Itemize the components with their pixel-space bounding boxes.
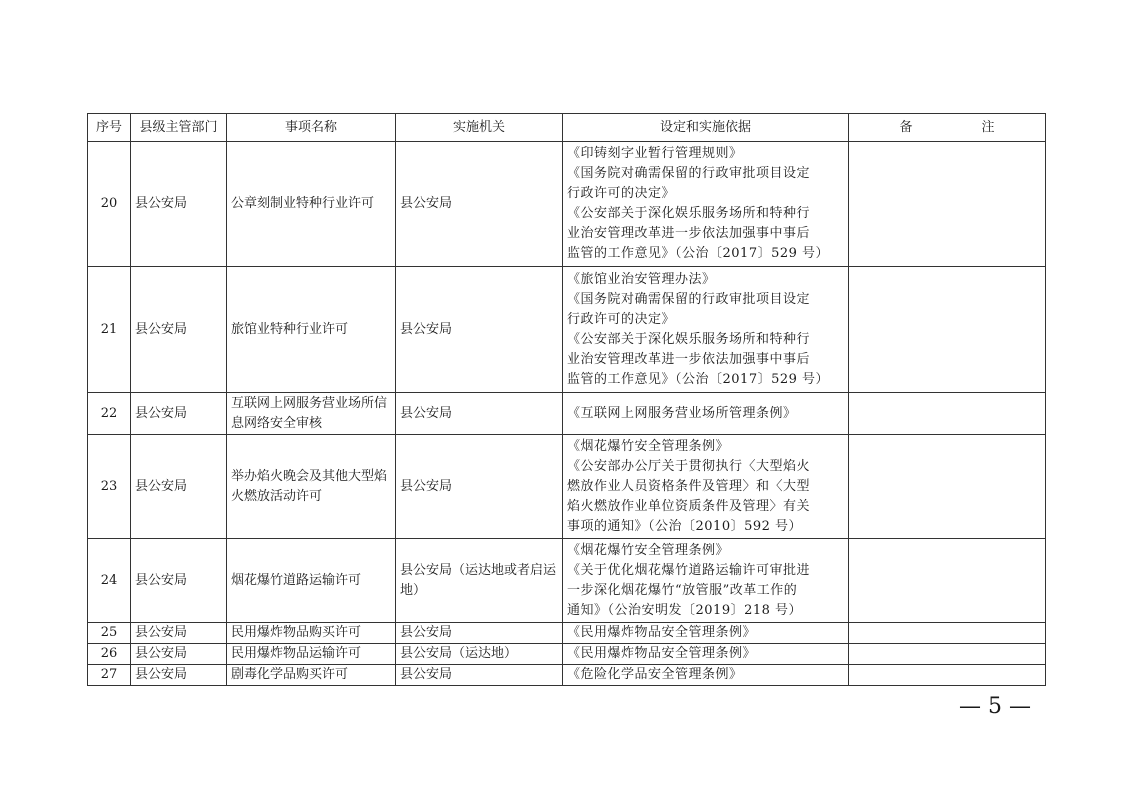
cell-dept: 县公安局: [131, 142, 227, 267]
cell-dept: 县公安局: [131, 393, 227, 435]
basis-line: 监管的工作意见》（公治〔2017〕529 号）: [567, 371, 830, 387]
cell-dept: 县公安局: [131, 435, 227, 539]
cell-implementing-org: 县公安局: [396, 665, 563, 686]
cell-implementing-org: 县公安局: [396, 142, 563, 267]
cell-item-name: 民用爆炸物品运输许可: [227, 644, 396, 665]
cell-implementing-org: 县公安局: [396, 435, 563, 539]
cell-item-name: 公章刻制业特种行业许可: [227, 142, 396, 267]
header-dept: 县级主管部门: [131, 114, 227, 142]
cell-seq: 22: [88, 393, 131, 435]
basis-line: 《互联网上网服务营业场所管理条例》: [567, 405, 797, 421]
basis-line: 《国务院对确需保留的行政审批项目设定: [567, 166, 811, 181]
cell-item-name: 剧毒化学品购买许可: [227, 665, 396, 686]
basis-line: 《关于优化烟花爆竹道路运输许可审批进: [567, 562, 811, 578]
cell-seq: 20: [88, 142, 131, 267]
permit-items-table: [87, 113, 1046, 686]
cell-note: [849, 665, 1046, 686]
table-row: [88, 539, 1046, 623]
cell-note: [849, 393, 1046, 435]
basis-line: 《旅馆业治安管理办法》: [567, 271, 716, 287]
basis-line: 业治安管理改革进一步依法加强事中事后: [567, 351, 811, 367]
table-row: [88, 142, 1046, 267]
table-header-row: [88, 114, 1046, 142]
cell-legal-basis: [563, 393, 849, 435]
cell-item-name: 互联网上网服务营业场所信息网络安全审核: [227, 393, 396, 435]
basis-line: 《民用爆炸物品安全管理条例》: [567, 646, 757, 661]
basis-line: 焰火燃放作业单位资质条件及管理〉有关: [567, 498, 811, 514]
cell-note: [849, 435, 1046, 539]
cell-item-name: 旅馆业特种行业许可: [227, 267, 396, 393]
table-row: [88, 435, 1046, 539]
cell-legal-basis: [563, 623, 849, 644]
cell-seq: 26: [88, 644, 131, 665]
cell-seq: 23: [88, 435, 131, 539]
cell-legal-basis: [563, 539, 849, 623]
table-row: [88, 393, 1046, 435]
basis-line: 《公安部办公厅关于贯彻执行〈大型焰火: [567, 458, 811, 474]
cell-dept: 县公安局: [131, 267, 227, 393]
header-note: [849, 114, 1046, 142]
basis-line: 一步深化烟花爆竹“放管服”改革工作的: [567, 582, 798, 598]
table-row: [88, 623, 1046, 644]
cell-implementing-org: 县公安局: [396, 623, 563, 644]
basis-line: 《烟花爆竹安全管理条例》: [567, 542, 730, 558]
cell-dept: 县公安局: [131, 623, 227, 644]
cell-note: [849, 539, 1046, 623]
cell-legal-basis: [563, 142, 849, 267]
cell-seq: 24: [88, 539, 131, 623]
cell-legal-basis: [563, 665, 849, 686]
header-note-label: 备 注: [899, 119, 1023, 135]
basis-line: 燃放作业人员资格条件及管理〉和〈大型: [567, 478, 811, 494]
cell-note: [849, 623, 1046, 644]
header-org: 实施机关: [396, 114, 563, 142]
cell-implementing-org: 县公安局: [396, 393, 563, 435]
cell-note: [849, 644, 1046, 665]
basis-line: 《危险化学品安全管理条例》: [567, 667, 743, 682]
basis-line: 《公安部关于深化娱乐服务场所和特种行: [567, 206, 811, 221]
basis-line: 《印铸刻字业暂行管理规则》: [567, 146, 743, 161]
page-number: — 5 —: [959, 694, 1031, 719]
basis-line: 《民用爆炸物品安全管理条例》: [567, 625, 757, 640]
cell-implementing-org: 县公安局: [396, 267, 563, 393]
basis-line: 《烟花爆竹安全管理条例》: [567, 438, 730, 454]
basis-line: 事项的通知》（公治〔2010〕592 号）: [567, 518, 803, 534]
basis-line: 《公安部关于深化娱乐服务场所和特种行: [567, 331, 811, 347]
cell-dept: 县公安局: [131, 644, 227, 665]
table-row: [88, 267, 1046, 393]
cell-note: [849, 267, 1046, 393]
cell-legal-basis: [563, 435, 849, 539]
header-seq: 序号: [88, 114, 131, 142]
cell-note: [849, 142, 1046, 267]
cell-legal-basis: [563, 267, 849, 393]
basis-line: 监管的工作意见》（公治〔2017〕529 号）: [567, 246, 830, 261]
cell-seq: 21: [88, 267, 131, 393]
cell-seq: 25: [88, 623, 131, 644]
cell-item-name: 举办焰火晚会及其他大型焰火燃放活动许可: [227, 435, 396, 539]
basis-line: 通知》（公治安明发〔2019〕218 号）: [567, 602, 803, 618]
cell-legal-basis: [563, 644, 849, 665]
cell-item-name: 烟花爆竹道路运输许可: [227, 539, 396, 623]
cell-implementing-org: 县公安局（运达地）: [396, 644, 563, 665]
header-basis: 设定和实施依据: [563, 114, 849, 142]
basis-line: 《国务院对确需保留的行政审批项目设定: [567, 291, 811, 307]
cell-implementing-org: 县公安局（运达地或者启运地）: [396, 539, 563, 623]
table-row: [88, 665, 1046, 686]
header-name: 事项名称: [227, 114, 396, 142]
table-body: [88, 142, 1046, 686]
table-row: [88, 644, 1046, 665]
cell-item-name: 民用爆炸物品购买许可: [227, 623, 396, 644]
basis-line: 行政许可的决定》: [567, 311, 676, 327]
cell-dept: 县公安局: [131, 539, 227, 623]
cell-seq: 27: [88, 665, 131, 686]
basis-line: 行政许可的决定》: [567, 186, 676, 201]
basis-line: 业治安管理改革进一步依法加强事中事后: [567, 226, 811, 241]
cell-dept: 县公安局: [131, 665, 227, 686]
